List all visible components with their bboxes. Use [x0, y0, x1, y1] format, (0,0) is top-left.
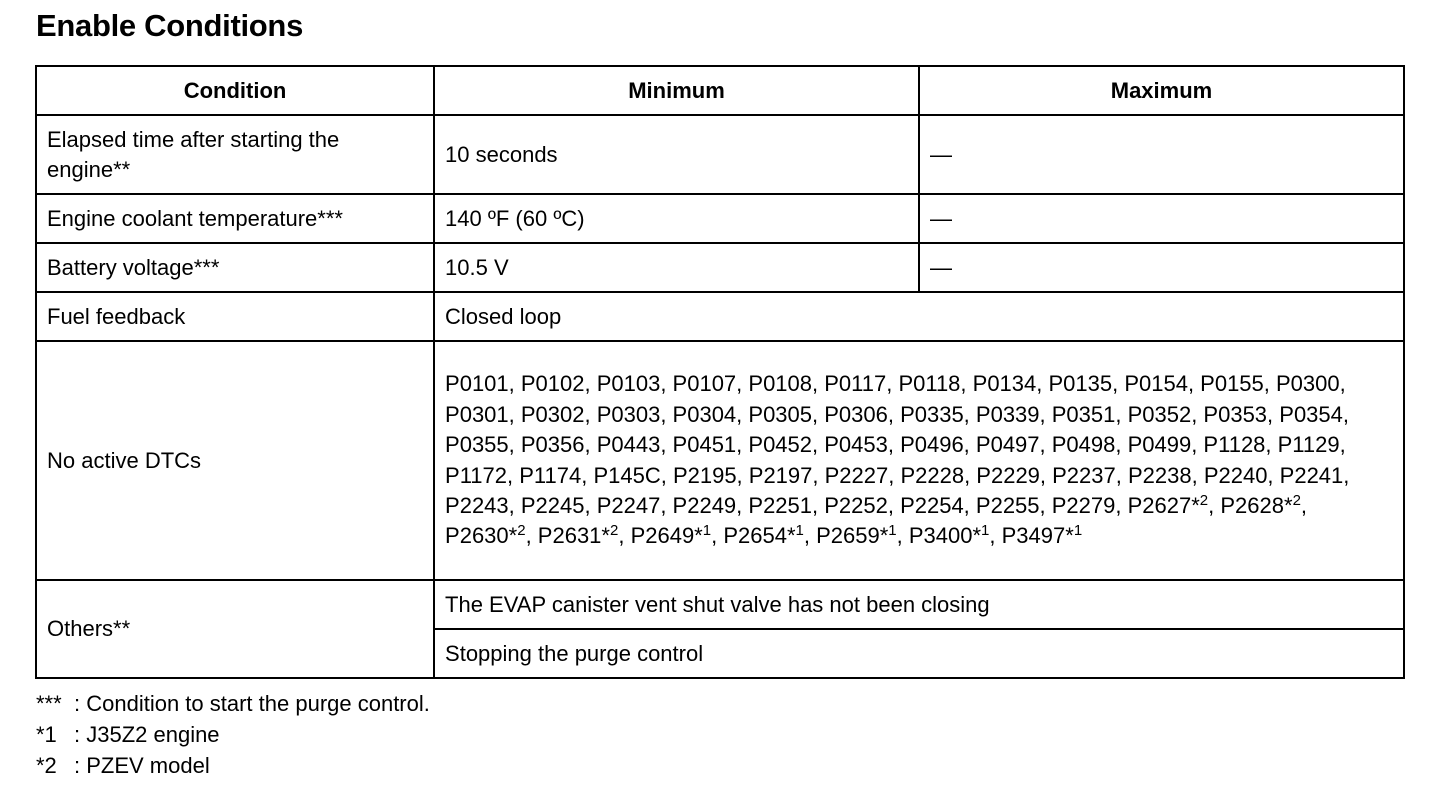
- condition-cell: No active DTCs: [36, 341, 434, 580]
- condition-cell: Fuel feedback: [36, 292, 434, 341]
- footnote-superscript: 2: [1292, 491, 1301, 509]
- footnote: [36, 719, 430, 750]
- header-condition: Condition: [36, 66, 434, 115]
- page-title: Enable Conditions: [36, 8, 304, 43]
- dtc-code: P2649*$^1$: [630, 522, 712, 549]
- footnote-text: : J35Z2 engine: [74, 722, 220, 747]
- header-maximum: Maximum: [919, 66, 1404, 115]
- dtc-codes-marked: P2627*$^2$, P2628*$^2$, P2630*$^2$, P2631*$^2$, P2649*$^1$, P2654*$^1$, P2659*$^1$, P3400*$^1$, P3497*$^1$: [445, 491, 1308, 549]
- footnote-superscript: 2: [1199, 491, 1209, 509]
- condition-cell: Battery voltage***: [36, 243, 434, 292]
- table-header-row: [36, 66, 1404, 115]
- value-cell: Closed loop: [434, 292, 1404, 341]
- value-cell: The EVAP canister vent shut valve has not been closing: [434, 580, 1404, 629]
- table-row: [36, 194, 1404, 243]
- dtc-code: P3400*$^1$: [908, 522, 990, 549]
- footnote: [36, 750, 430, 781]
- footnote-mark: *2: [36, 753, 57, 778]
- table-row: [36, 115, 1404, 194]
- minimum-cell: 140 ºF (60 ºC): [434, 194, 919, 243]
- condition-cell: Others**: [36, 580, 434, 678]
- table-row: [36, 292, 1404, 341]
- table-row: [36, 580, 1404, 629]
- footnote-superscript: 1: [888, 522, 897, 540]
- footnote-superscript: 1: [981, 522, 990, 540]
- maximum-cell: —: [919, 194, 1404, 243]
- maximum-cell: —: [919, 243, 1404, 292]
- enable-conditions-table: [35, 65, 1405, 679]
- footnote-text: : PZEV model: [74, 753, 210, 778]
- dtc-code: P2627*$^2$: [1127, 491, 1209, 518]
- footnote-superscript: 1: [702, 522, 712, 540]
- footnote-superscript: 2: [609, 522, 619, 540]
- condition-cell: Engine coolant temperature***: [36, 194, 434, 243]
- dtc-code: P3497*$^1$: [1001, 522, 1083, 549]
- dtc-codes-plain: P0101, P0102, P0103, P0107, P0108, P0117, P0118, P0134, P0135, P0154, P0155, P0300, P0301, P0302, P0303, P0304, P0305, P0306, P0335, P0339, P0351, P0352, P0353, P0354, P0355, P0356, P0443, P0451, P0452, P0453, P0496, P0497, P0498, P0499, P1128, P1129, P1172, P1174, P145C, P2195, P2197, P2227, P2228, P2229, P2237, P2238, P2240, P2241, P2243, P2245, P2247, P2249, P2251, P2252, P2254, P2255, P2279,: [445, 371, 1350, 518]
- dtc-code: P2659*$^1$: [816, 522, 897, 549]
- minimum-cell: 10.5 V: [434, 243, 919, 292]
- dtc-code: P2628*$^2$: [1220, 491, 1301, 518]
- footnote: [36, 688, 430, 719]
- dtc-code-list: [434, 341, 1404, 580]
- minimum-cell: 10 seconds: [434, 115, 919, 194]
- footnote-mark: *1: [36, 722, 57, 747]
- footnote-text: : Condition to start the purge control.: [74, 691, 430, 716]
- dtc-code: P2631*$^2$: [537, 522, 619, 549]
- footnotes: [36, 688, 430, 781]
- maximum-cell: —: [919, 115, 1404, 194]
- dtc-code: P2630*$^2$: [445, 522, 526, 549]
- footnote-superscript: 1: [1073, 522, 1083, 540]
- header-minimum: Minimum: [434, 66, 919, 115]
- condition-cell: Elapsed time after starting the engine**: [36, 115, 434, 194]
- footnote-superscript: 2: [517, 522, 526, 540]
- value-cell: Stopping the purge control: [434, 629, 1404, 678]
- table-row: [36, 243, 1404, 292]
- footnote-mark: ***: [36, 691, 62, 716]
- footnote-superscript: 1: [795, 522, 804, 540]
- dtc-code: P2654*$^1$: [723, 522, 804, 549]
- table-row: [36, 341, 1404, 580]
